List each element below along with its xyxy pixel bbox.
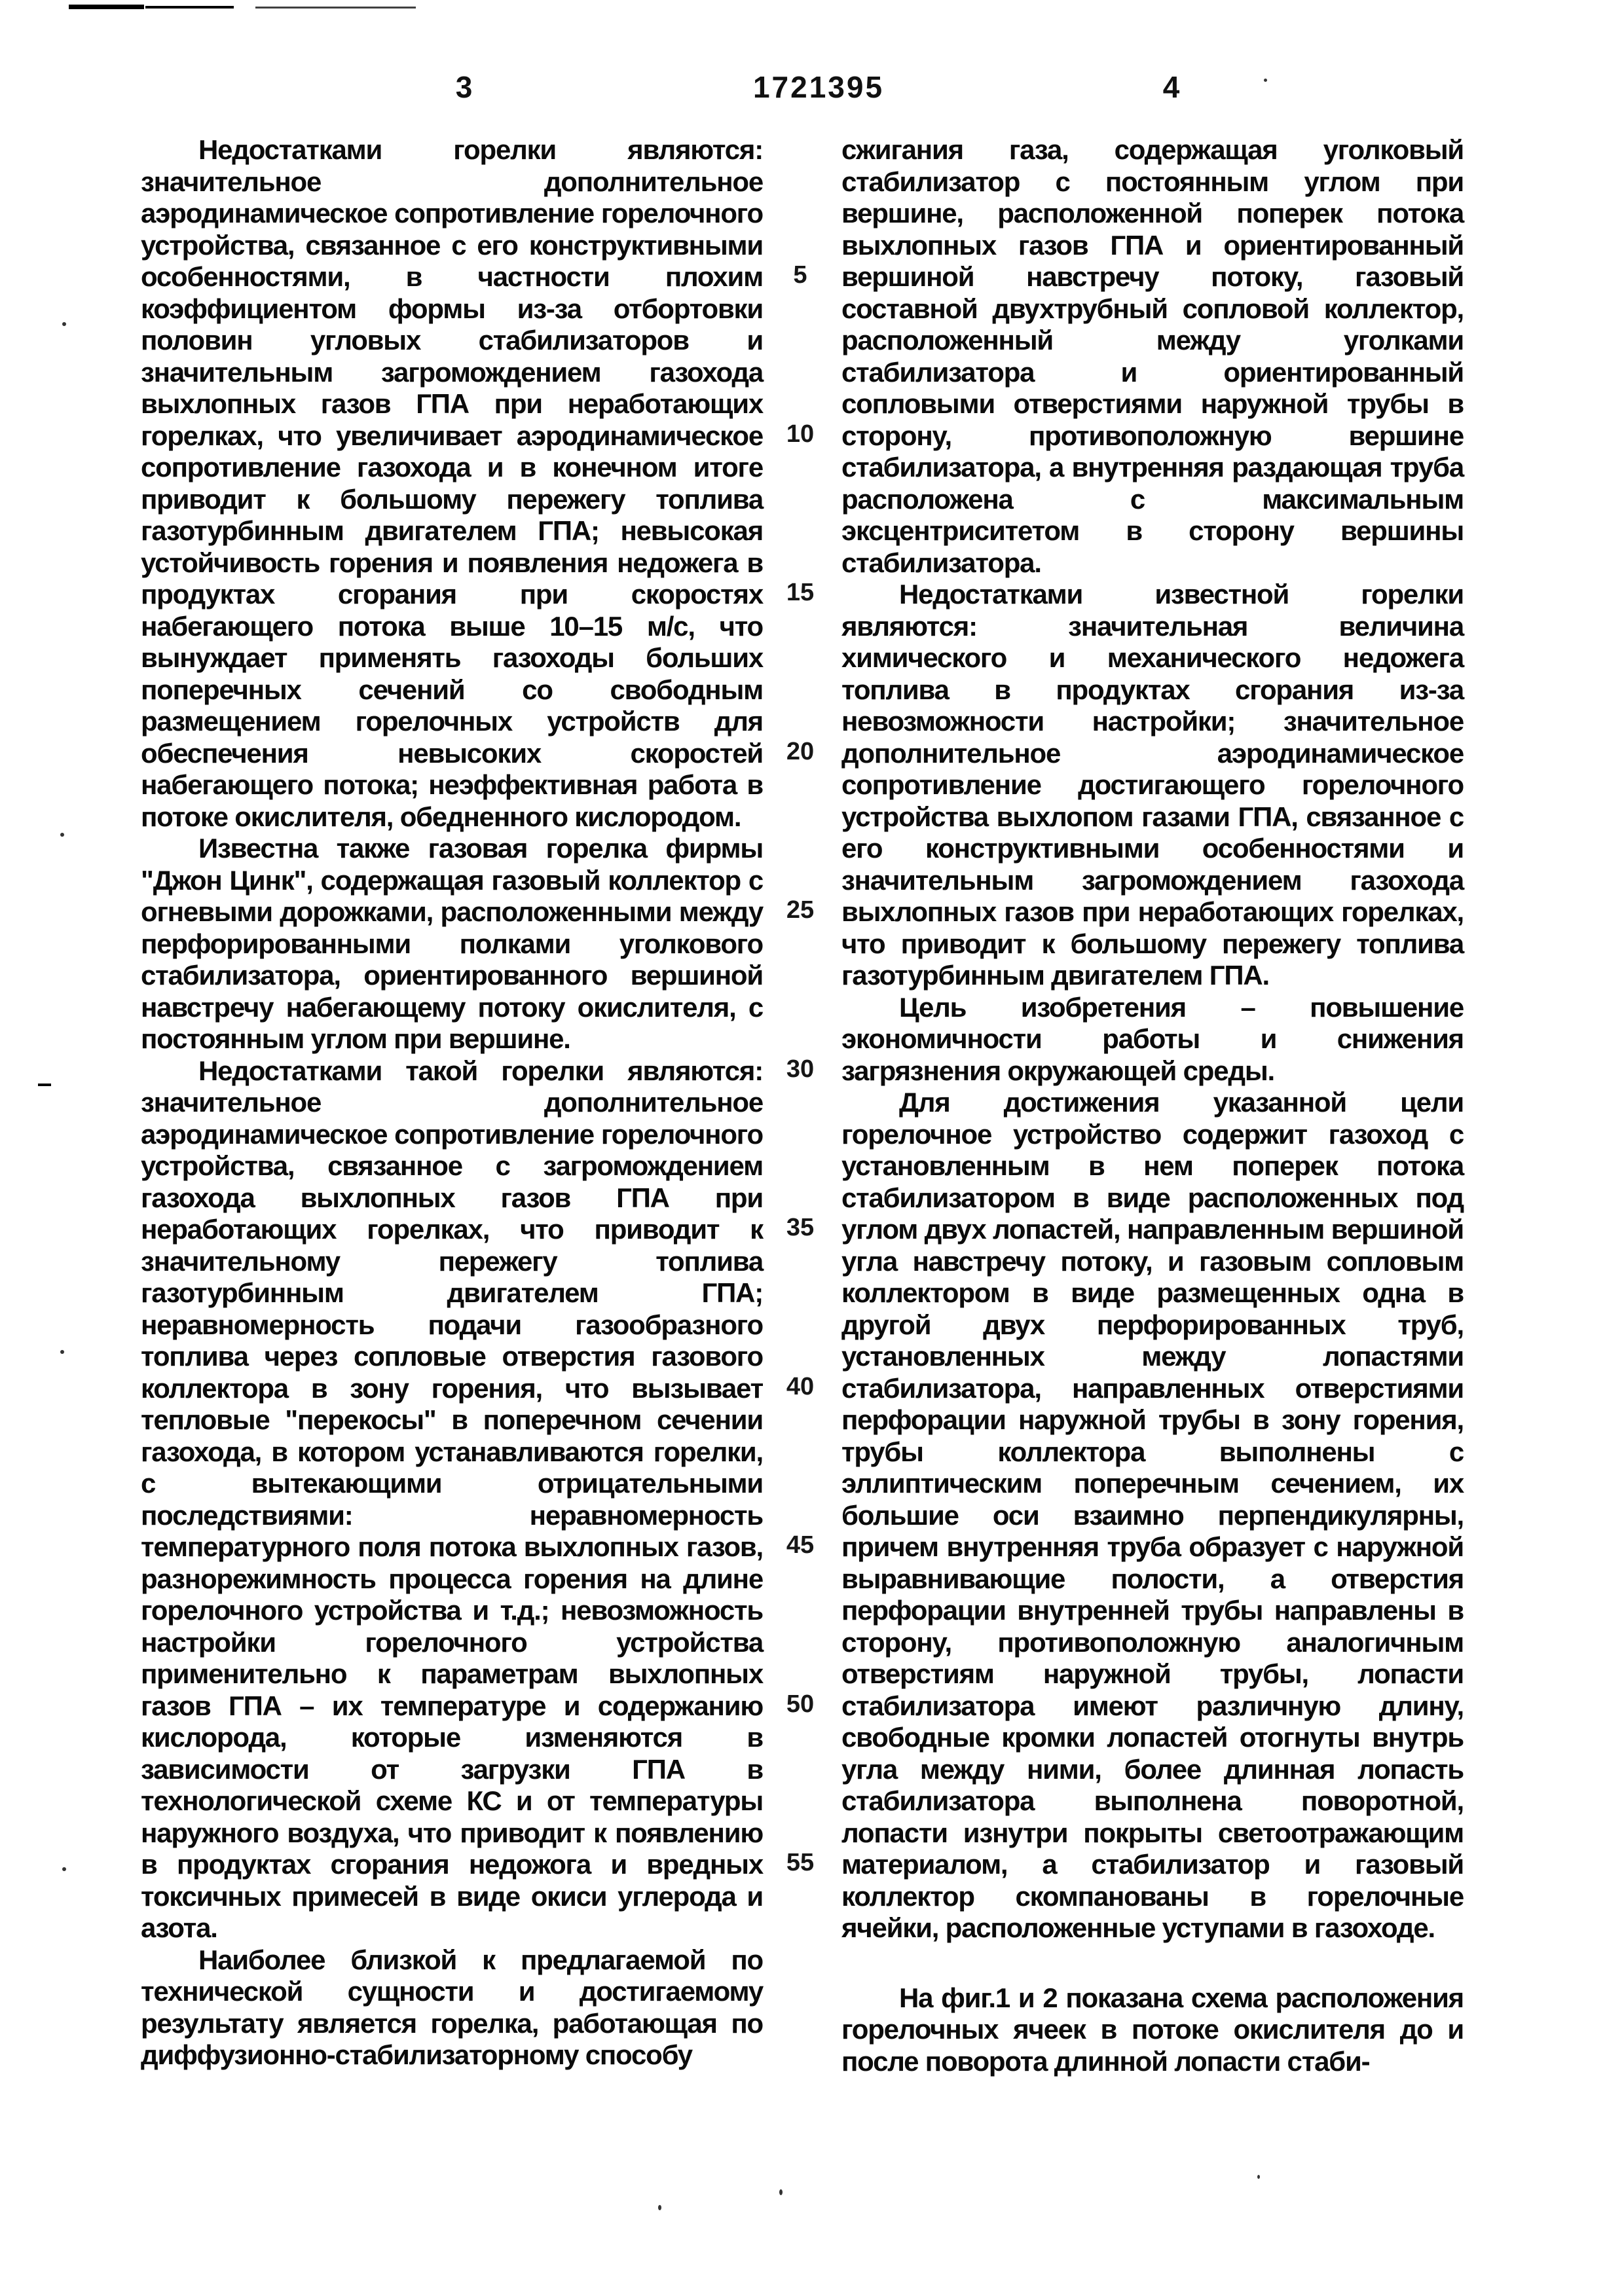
line-number: 15 — [786, 579, 815, 606]
paragraph: Для достижения указанной цели горелочное устройство содержит газоход с установленным в нем поперек потока стабилизатором в виде расположенных под углом двух лопастей, направленным вершиной угла навстречу потоку, и газовым сопловым коллектором в виде размещенных одна в другой двух перфорированных труб, установленных между лопастями стабилизатора, направленных отверстиями перфорации наружной трубы в зону горения, трубы коллектора выполнены с эллиптическим поперечным сечением, их большие оси взаимно перпендикулярны, причем внутренняя труба образует с наружной выравнивающие полости, а отверстия перфорации внутренней трубы направлены в сторону, противоположную аналогичным отверстиям наружной трубы, лопасти стабилизатора имеют различную длину, свободные кромки лопастей отогнуты внутрь угла между ними, более длинная лопасть стабилизатора выполнена поворотной, лопасти изнутри покрыты светоотражающим материалом, а стабилизатор и газовый коллектор скомпанованы в горелочные ячейки, расположенные уступами в газоходе. — [841, 1087, 1464, 1943]
line-number: 30 — [786, 1055, 815, 1083]
scan-dot-artifact — [1264, 79, 1267, 82]
paragraph: Недостатками горелки являются: значительное дополнительное аэродинамическое сопротивление горелочного устройства, связанное с его конструктивными особенностями, в частности плохим коэффициентом формы из-за отбортовки половин угловых стабилизаторов и значительным загромождением газохода выхлопных газов ГПА при неработающих горелках, что увеличивает аэродинамическое сопротивление газохода и в конечном итоге приводит к большому пережегу топлива газотурбинным двигателем ГПА; невысокая устойчивость горения и появления недожега в продуктах сгорания при скоростях набегающего потока выше 10–15 м/с, что вынуждает применять газоходы больших поперечных сечений со свободным размещением горелочных устройств для обеспечения невысоких скоростей набегающего потока; неэффективная работа в потоке окислителя, обедненного кислородом. — [141, 134, 763, 832]
line-number: 55 — [786, 1849, 815, 1876]
paragraph: Наиболее близкой к предлагаемой по технической сущности и достигаемому результату является горелка, работающая по диффузионно-стабилизаторному способу — [141, 1944, 763, 2070]
paragraph: Цель изобретения – повышение экономичности работы и снижения загрязнения окружающей среды. — [841, 991, 1464, 1086]
scan-dot-artifact — [658, 2205, 661, 2210]
scan-line-artifact — [145, 6, 234, 9]
page-number-right: 4 — [1162, 70, 1182, 104]
line-number: 20 — [786, 738, 815, 765]
scan-dot-artifact — [60, 833, 64, 837]
line-number: 45 — [786, 1531, 815, 1559]
scan-dot-artifact — [779, 2189, 783, 2195]
line-number: 5 — [793, 261, 807, 289]
scan-dot-artifact — [62, 1867, 66, 1871]
line-number: 50 — [786, 1690, 815, 1718]
scan-dot-artifact — [60, 1350, 64, 1354]
figure-intro-paragraph: На фиг.1 и 2 показана схема расположения горелочных ячеек в потоке окислителя до и после поворота длинной лопасти стаби- — [841, 1982, 1464, 2077]
patent-number: 1721395 — [752, 70, 885, 104]
paragraph: Недостатками такой горелки являются: значительное дополнительное аэродинамическое сопротивление горелочного устройства, связанное с загромождением газохода выхлопных газов ГПА при неработающих горелках, что приводит к значительному пережегу топлива газотурбинным двигателем ГПА; неравномерность подачи газообразного топлива через сопловые отверстия газового коллектора в зону горения, что вызывает тепловые "перекосы" в поперечном сечении газохода, в котором устанавливаются горелки, с вытекающими отрицательными последствиями: неравномерность температурного поля потока выхлопных газов, разнорежимность процесса горения на длине горелочного устройства и т.д.; невозможность настройки горелочного устройства применительно к параметрам выхлопных газов ГПА – их температуре и содержанию кислорода, которые изменяются в зависимости от загрузки ГПА в технологической схеме КС и от температуры наружного воздуха, что приводит к появлению в продуктах сгорания недожога и вредных токсичных примесей в виде окиси углерода и азота. — [141, 1055, 763, 1943]
line-number: 10 — [786, 420, 815, 448]
line-number: 35 — [786, 1214, 815, 1241]
paragraph: сжигания газа, содержащая уголковый стабилизатор с постоянным углом при вершине, расположенной поперек потока выхлопных газов ГПА и ориентированный вершиной навстречу потоку, газовый составной двухтрубный сопловой коллектор, расположенный между уголками стабилизатора и ориентированный сопловыми отверстиями наружной трубы в сторону, противоположную вершине стабилизатора, а внутренняя раздающая труба расположена с максимальным эксцентриситетом в сторону вершины стабилизатора. — [841, 134, 1464, 578]
scan-dash-artifact — [38, 1084, 51, 1086]
right-column — [841, 134, 1464, 2077]
line-number: 25 — [786, 896, 815, 924]
scan-line-artifact — [255, 7, 416, 9]
paragraph: Недостатками известной горелки являются: значительная величина химического и механического недожега топлива в продуктах сгорания из-за невозможности настройки; значительное дополнительное аэродинамическое сопротивление достигающего горелочного устройства выхлопом газами ГПА, связанное с его конструктивными особенностями и значительным загромождением газохода выхлопных газов при неработающих горелках, что приводит к большому пережегу топлива газотурбинным двигателем ГПА. — [841, 579, 1464, 991]
page-number-left: 3 — [455, 70, 475, 104]
line-number: 40 — [786, 1373, 815, 1400]
left-column — [141, 134, 763, 2071]
scan-dot-artifact — [62, 322, 66, 326]
scan-dot-artifact — [1257, 2175, 1260, 2179]
scan-line-artifact — [69, 5, 144, 9]
paragraph: Известна также газовая горелка фирмы "Джон Цинк", содержащая газовый коллектор с огневыми дорожками, расположенными между перфорированными полками уголкового стабилизатора, ориентированного вершиной навстречу набегающему потоку окислителя, с постоянным углом при вершине. — [141, 833, 763, 1054]
